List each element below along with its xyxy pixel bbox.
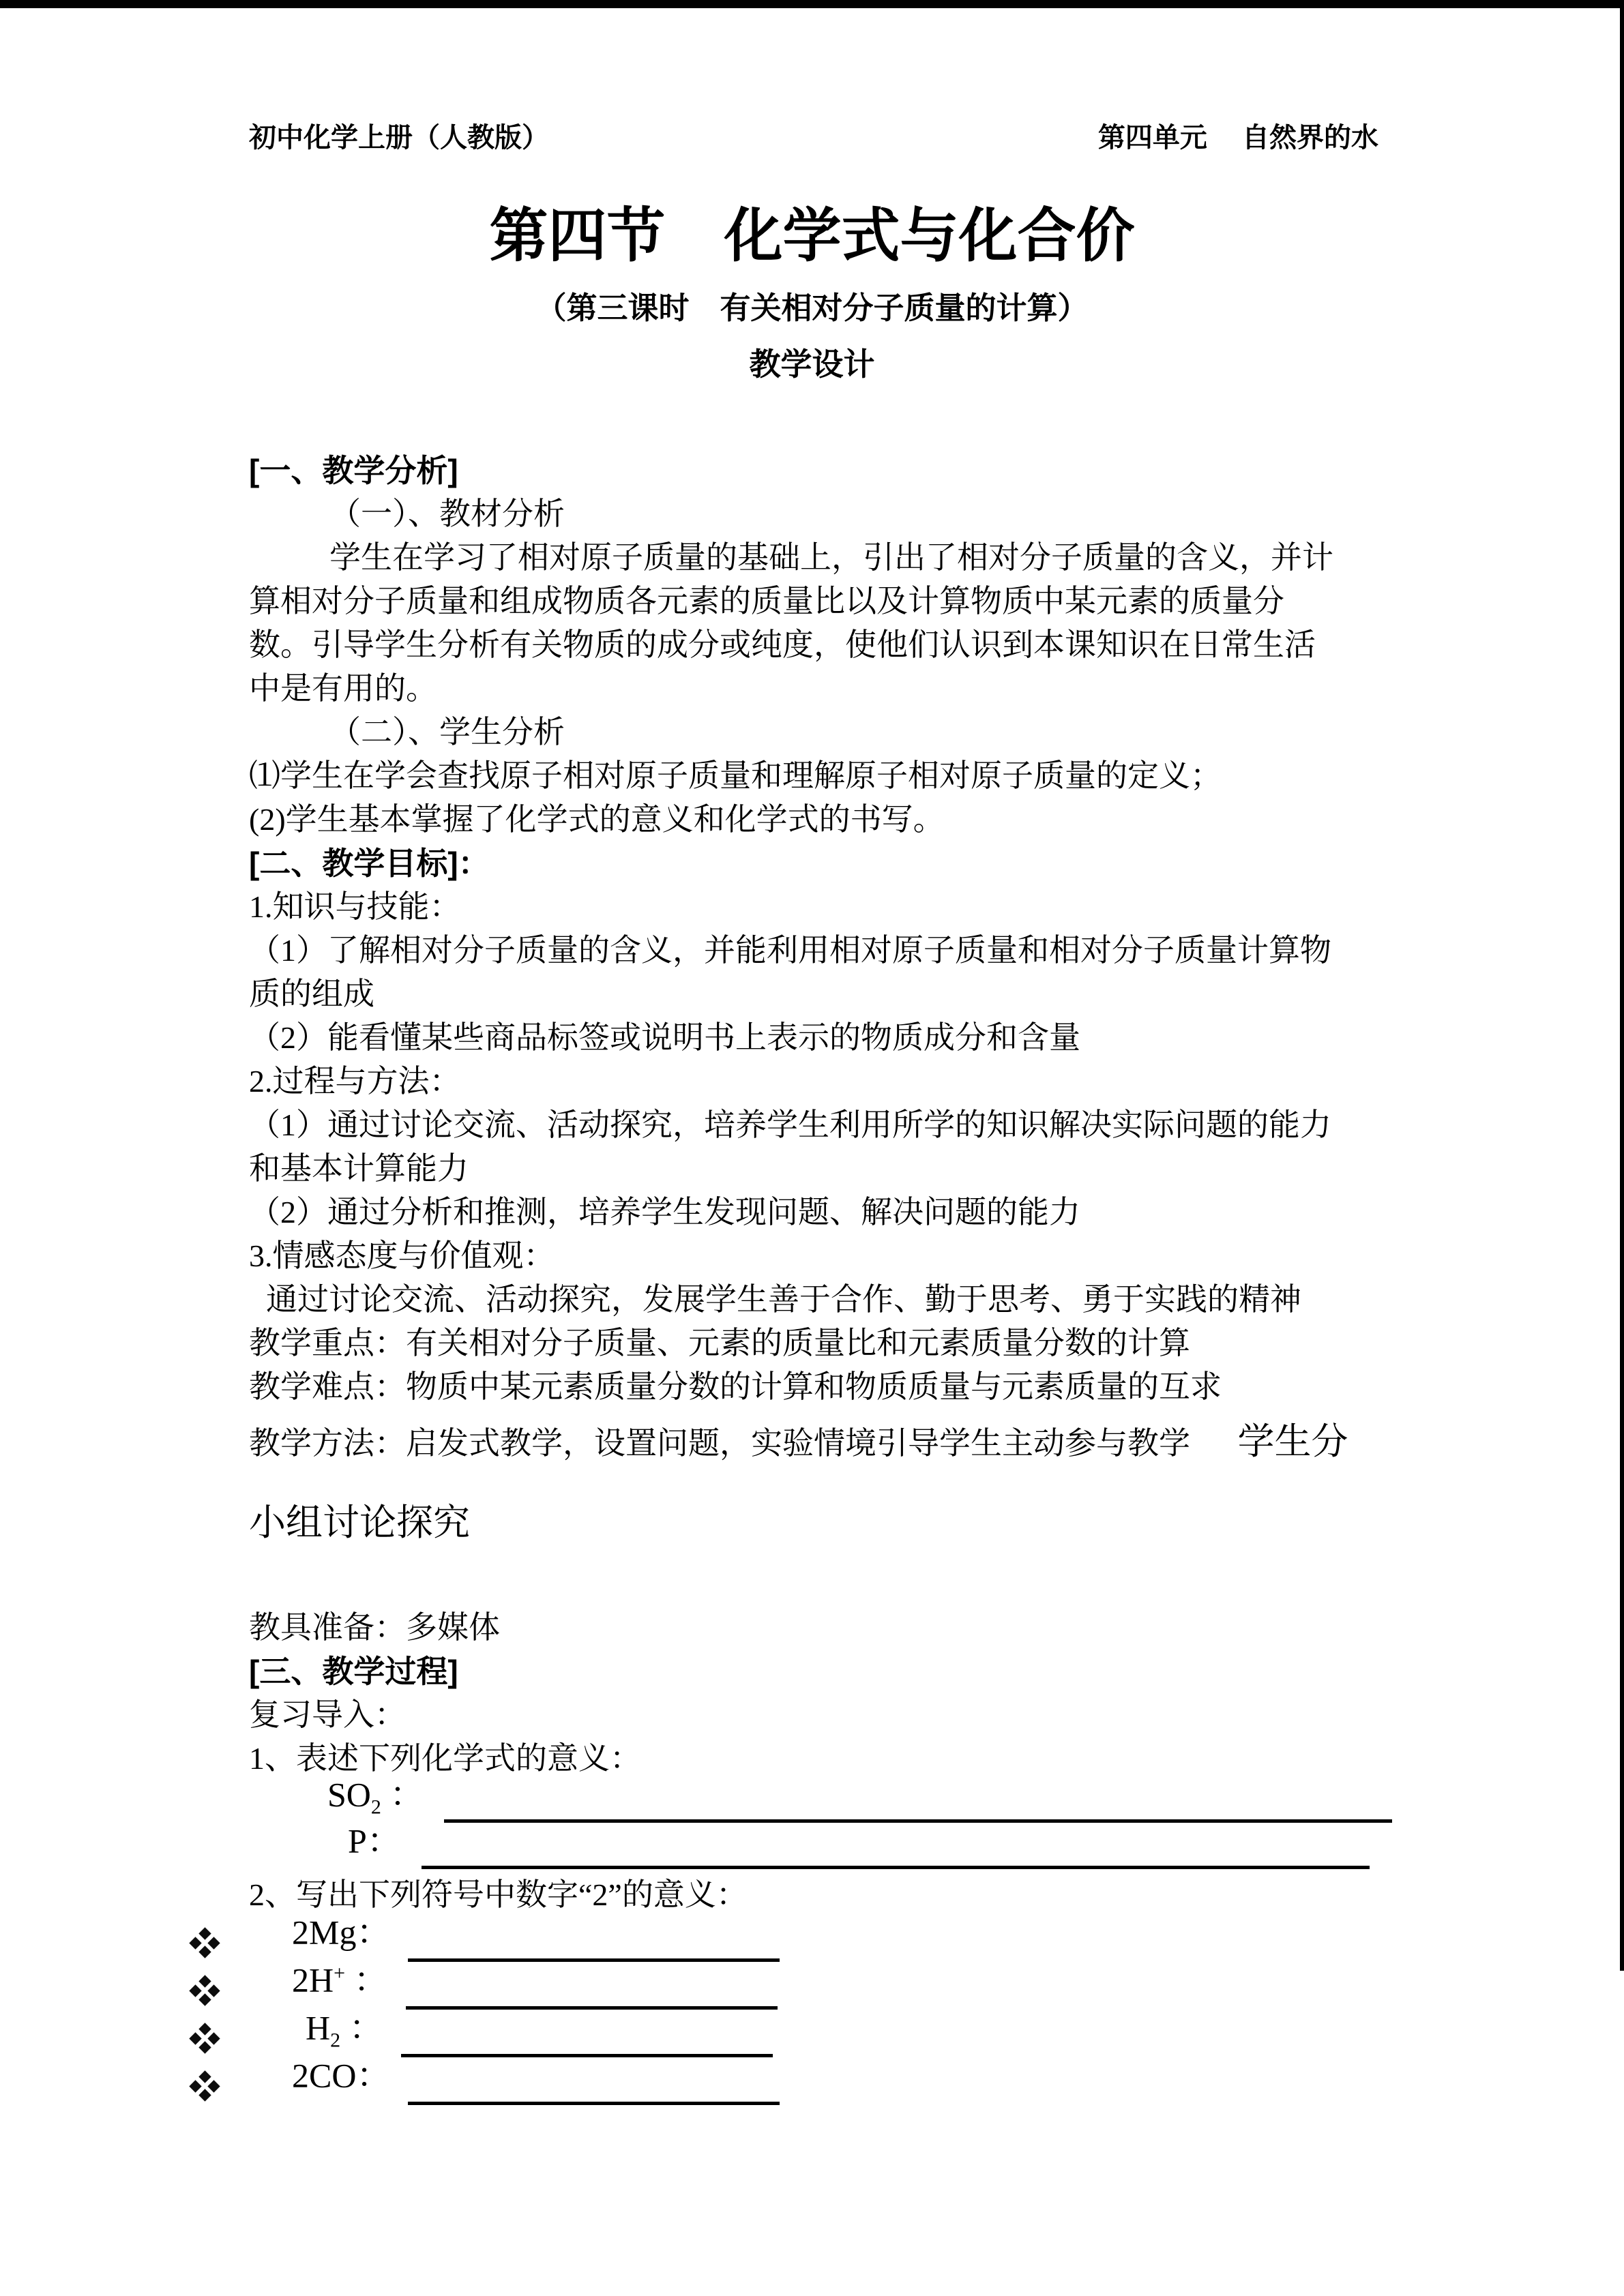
material-analysis-line4: 中是有用的。 bbox=[249, 671, 437, 706]
knowledge-line2: 质的组成 bbox=[249, 976, 374, 1011]
teaching-method-text: 教学方法：启发式教学，设置问题，实验情境引导学生主动参与教学 bbox=[249, 1426, 1190, 1461]
doc-type-label: 教学设计 bbox=[749, 346, 875, 382]
diamond-bullet-icon bbox=[191, 2025, 218, 2052]
knowledge-line1: （1）了解相对分子质量的含义，并能利用相对原子质量和相对分子质量计算物 bbox=[249, 933, 1331, 968]
blank-underline bbox=[406, 2006, 778, 2010]
symbol-h2-label: $H_2$ ： bbox=[306, 2009, 383, 2052]
student-analysis-line1: ⑴学生在学会查找原子相对原子质量和理解原子相对原子质量的定义； bbox=[249, 758, 1222, 793]
formula-p-label: P： bbox=[348, 1822, 401, 1860]
symbol-2co-row bbox=[191, 2057, 1392, 2108]
knowledge-line3: （2）能看懂某些商品标签或说明书上表示的物质成分和含量 bbox=[249, 1020, 1080, 1055]
symbol-2co-label: 2CO： bbox=[292, 2057, 391, 2095]
material-analysis-line2: 算相对分子质量和组成物质各元素的质量比以及计算物质中某元素的质量分 bbox=[249, 584, 1284, 618]
material-analysis-line3: 数。引导学生分析有关物质的成分或纯度，使他们认识到本课知识在日常生活 bbox=[249, 627, 1316, 662]
scan-top-border bbox=[0, 0, 1624, 8]
teaching-method-line bbox=[249, 1420, 1392, 1465]
symbol-2mg-label: 2Mg： bbox=[292, 1913, 391, 1952]
scan-right-border bbox=[1620, 0, 1624, 1971]
formula-so2-label: $SO_2$ ： bbox=[327, 1776, 424, 1819]
formula-p-row bbox=[249, 1822, 1392, 1873]
diamond-bullet-icon bbox=[191, 1929, 218, 1956]
diamond-bullet-icon bbox=[191, 2072, 218, 2100]
teaching-difficult-point: 教学难点：物质中某元素质量分数的计算和物质质量与元素质量的互求 bbox=[249, 1369, 1222, 1404]
student-analysis-line2: (2)学生基本掌握了化学式的意义和化学式的书写。 bbox=[249, 802, 945, 837]
blank-underline bbox=[422, 1866, 1370, 1869]
symbol-2h-label: 2H+ ： bbox=[292, 1961, 388, 1999]
question2-prompt: 2、写出下列符号中数字“2”的意义： bbox=[249, 1877, 748, 1912]
section3-heading: [三、教学过程] bbox=[249, 1654, 458, 1689]
header-book-title: 初中化学上册（人教版） bbox=[249, 123, 549, 153]
emotion-line: 通过讨论交流、活动探究，发展学生善于合作、勤于思考、勇于实践的精神 bbox=[266, 1282, 1301, 1317]
material-analysis-line1: 学生在学习了相对原子质量的基础上，引出了相对分子质量的含义，并计 bbox=[329, 540, 1333, 575]
blank-underline bbox=[444, 1819, 1392, 1823]
material-analysis-heading: （一）、教材分析 bbox=[329, 496, 565, 531]
group-discussion-line: 小组讨论探究 bbox=[249, 1502, 470, 1543]
emotion-heading: 3.情感态度与价值观： bbox=[249, 1238, 555, 1273]
section1-heading: [一、教学分析] bbox=[249, 453, 458, 488]
diamond-bullet-icon bbox=[191, 1977, 218, 2004]
process-method-line3: （2）通过分析和推测，培养学生发现问题、解决问题的能力 bbox=[249, 1195, 1080, 1229]
section2-heading: [二、教学目标]： bbox=[249, 846, 490, 881]
blank-underline bbox=[408, 2102, 780, 2105]
student-analysis-heading: （二）、学生分析 bbox=[329, 715, 565, 749]
page-subtitle: （第三课时 有关相对分子质量的计算） bbox=[535, 290, 1089, 325]
teaching-key-point: 教学重点：有关相对分子质量、元素的质量比和元素质量分数的计算 bbox=[249, 1326, 1190, 1360]
blank-underline bbox=[408, 1958, 780, 1962]
page-header bbox=[249, 121, 1378, 154]
question1-prompt: 1、表述下列化学式的意义： bbox=[249, 1741, 641, 1776]
knowledge-heading: 1.知识与技能： bbox=[249, 889, 461, 924]
process-method-line2: 和基本计算能力 bbox=[249, 1151, 469, 1186]
header-unit-title: 第四单元 自然界的水 bbox=[1097, 123, 1378, 153]
process-method-heading: 2.过程与方法： bbox=[249, 1064, 461, 1099]
formula-so2-row bbox=[249, 1776, 1392, 1827]
teaching-tools-line: 教具准备：多媒体 bbox=[249, 1610, 500, 1645]
blank-underline bbox=[401, 2054, 773, 2057]
review-intro-line: 复习导入： bbox=[249, 1697, 406, 1732]
teaching-method-suffix: 学生分 bbox=[1237, 1421, 1348, 1462]
process-method-line1: （1）通过讨论交流、活动探究，培养学生利用所学的知识解决实际问题的能力 bbox=[249, 1107, 1331, 1142]
document-body bbox=[249, 449, 1392, 2108]
page-title: 第四节 化学式与化合价 bbox=[489, 203, 1135, 269]
